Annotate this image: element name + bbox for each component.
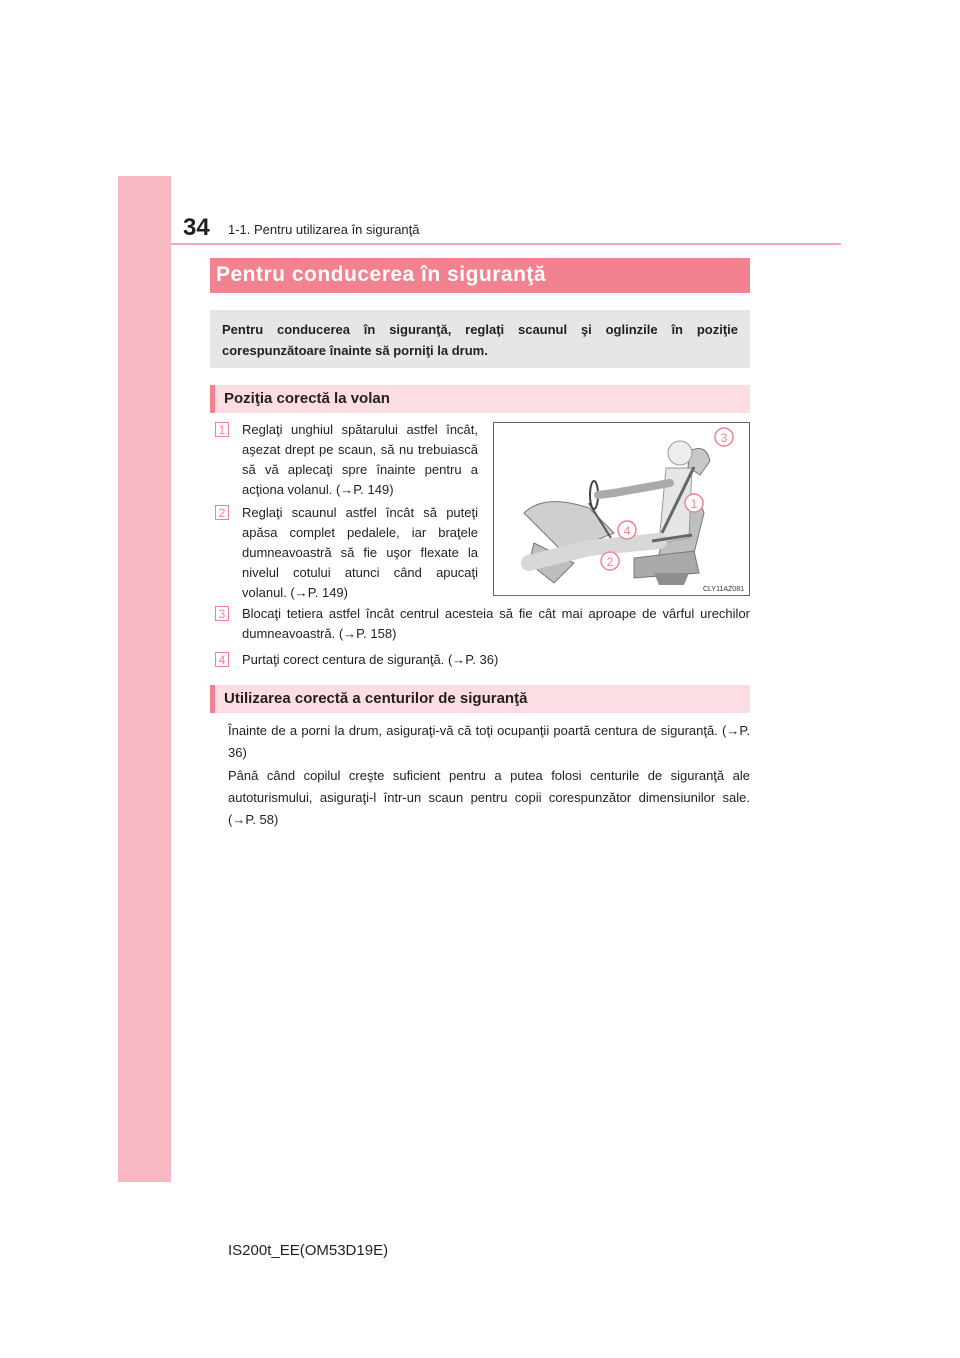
item-number-badge: 2 [215,505,229,520]
callout-3-icon [715,428,733,446]
svg-text:1: 1 [690,497,698,511]
item-number-badge: 1 [215,422,229,437]
svg-text:3: 3 [720,431,728,445]
item-number-badge: 3 [215,606,229,621]
list-item: Blocaţi tetiera astfel încât centrul acesteia să fie cât mai aproape de vârful urechilor dumneavoastră. (→P. 158) [242,606,750,641]
header-divider [171,243,841,245]
page-title-bar [210,258,750,293]
list-item: Reglaţi unghiul spătarului astfel încât, aşezat drept pe scaun, să nu trebuiască să vă aplecaţi spre înainte pentru a acţiona volanul. (→P. 149) [242,422,478,497]
svg-text:2: 2 [606,555,614,569]
page-title: Pentru conducerea în siguranţă [216,263,547,286]
side-margin-band [118,176,171,1182]
section-heading-driving-position: Poziţia corectă la volan [224,390,390,407]
callout-1-icon [685,494,703,512]
driver-seat-illustration [494,423,751,597]
svg-text:4: 4 [623,524,631,538]
section-heading-bar-driving-position [210,385,750,413]
driving-position-figure [493,422,750,596]
item-number-badge: 4 [215,652,229,667]
callout-4-icon [618,521,636,539]
page-number: 34 [183,214,210,241]
body-paragraph: Înainte de a porni la drum, asiguraţi-vă că toţi ocupanţii poartă centura de siguranţă. (→P. 36) [228,723,750,760]
section-heading-bar-seatbelts [210,685,750,713]
callout-2-icon [601,552,619,570]
list-item: Purtaţi corect centura de siguranţă. (→P. 36) [242,652,499,667]
section-heading-seatbelts: Utilizarea corectă a centurilor de siguranţă [224,690,528,707]
footer-model-code: IS200t_EE(OM53D19E) [228,1242,389,1259]
list-item: Reglaţi scaunul astfel încât să puteţi apăsa complet pedalele, iar braţele dumneavoastră să fie uşor flexate la nivelul cotului atunci când apucaţi volanul. (→P. 149) [242,505,478,600]
figure-code: CLY11AZ081 [703,586,744,593]
intro-box [210,310,750,368]
section-breadcrumb: 1-1. Pentru utilizarea în siguranţă [228,222,420,237]
body-paragraph: Până când copilul creşte suficient pentru a putea folosi centurile de siguranţă ale autoturismului, asiguraţi-l într-un scaun pentru copii corespunzător dimensiunilor sale. (→P. 58) [228,768,750,827]
intro-text: Pentru conducerea în siguranţă, reglaţi scaunul şi oglinzile în poziţie corespunzătoare înainte să porniţi la drum. [222,322,738,358]
